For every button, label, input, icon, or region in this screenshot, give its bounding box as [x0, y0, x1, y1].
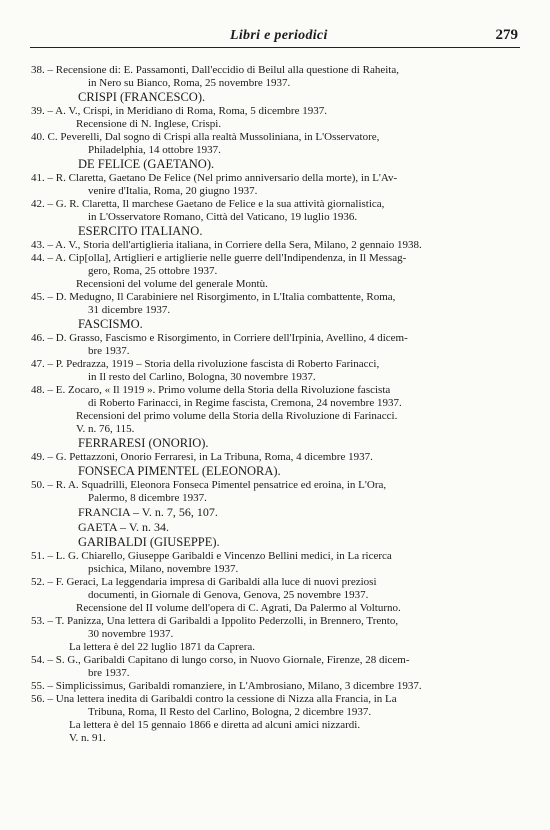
entry-51-line-2: psichica, Milano, novembre 1937.	[88, 563, 239, 575]
section-heading-esercito: ESERCITO ITALIANO.	[78, 224, 203, 238]
running-title: Libri e periodici	[230, 28, 328, 43]
entry-49-line-1: 49. – G. Pettazzoni, Onorio Ferraresi, in La Tribuna, Roma, 4 dicembre 1937.	[31, 451, 373, 463]
section-heading-de-felice: DE FELICE (GAETANO).	[78, 157, 215, 171]
page-header	[30, 26, 520, 50]
entry-42-line-2: in L'Osservatore Romano, Città del Vaticano, 19 luglio 1936.	[88, 211, 358, 223]
entry-56-line-1: 56. – Una lettera inedita di Garibaldi contro la cessione di Nizza alla Francia, in La	[31, 693, 397, 705]
entry-42-line-1: 42. – G. R. Claretta, Il marchese Gaetano de Felice e la sua attività giornalistica,	[31, 198, 385, 210]
entry-44-line-1: 44. – A. Cip[olla], Artiglieri e artiglierie nelle guerre dell'Indipendenza, in Il Messag-	[31, 252, 407, 264]
bibliography-list	[31, 64, 517, 745]
entry-45-line-1: 45. – D. Medugno, Il Carabiniere nel Risorgimento, in L'Italia combattente, Roma,	[31, 291, 396, 303]
section-heading-fascismo: FASCISMO.	[78, 317, 143, 331]
entry-50-line-2: Palermo, 8 dicembre 1937.	[88, 492, 207, 504]
entry-55-line-1: 55. – Simplicissimus, Garibaldi romanziere, in L'Ambrosiano, Milano, 3 dicembre 1937.	[31, 680, 422, 692]
entry-47-line-2: in Il resto del Carlino, Bologna, 30 novembre 1937.	[88, 371, 316, 383]
entry-44-line-2: gero, Roma, 25 ottobre 1937.	[88, 265, 218, 277]
entry-54-line-2: bre 1937.	[88, 667, 130, 679]
entry-41-line-2: venire d'Italia, Roma, 20 giugno 1937.	[88, 185, 258, 197]
entry-48-line-2: di Roberto Farinacci, in Regime fascista, Cremona, 24 novembre 1937.	[88, 397, 402, 409]
entry-38-line-2: in Nero su Bianco, Roma, 25 novembre 1937.	[88, 77, 291, 89]
entry-48-line-1: 48. – E. Zocaro, « Il 1919 ». Primo volume della Storia della Rivoluzione fascista	[31, 384, 391, 396]
section-heading-crispi: CRISPI (FRANCESCO).	[78, 90, 206, 104]
entry-39-line-1: 39. – A. V., Crispi, in Meridiano di Roma, Roma, 5 dicembre 1937.	[31, 105, 327, 117]
section-heading-fonseca-pimentel: FONSECA PIMENTEL (ELEONORA).	[78, 464, 281, 478]
entry-40-line-2: Philadelphia, 14 ottobre 1937.	[88, 144, 221, 156]
entry-52-line-2: documenti, in Giornale di Genova, Genova, 25 novembre 1937.	[88, 589, 369, 601]
entry-38-line-1: 38. – Recensione di: E. Passamonti, Dall'eccidio di Beilul alla questione di Raheita,	[31, 64, 399, 76]
section-heading-garibaldi: GARIBALDI (GIUSEPPE).	[78, 535, 220, 549]
entry-47-line-1: 47. – P. Pedrazza, 1919 – Storia della rivoluzione fascista di Roberto Farinacci,	[31, 358, 380, 370]
entry-54-line-1: 54. – S. G., Garibaldi Capitano di lungo corso, in Nuovo Giornale, Firenze, 28 dicem-	[31, 654, 410, 666]
entry-50-line-1: 50. – R. A. Squadrilli, Eleonora Fonseca Pimentel pensatrice ed eroina, in L'Ora,	[31, 479, 387, 491]
section-heading-ferraresi: FERRARESI (ONORIO).	[78, 436, 209, 450]
entry-41-line-1: 41. – R. Claretta, Gaetano De Felice (Nel primo anniversario della morte), in L'Av-	[31, 172, 398, 184]
entry-56-note: La lettera è del 15 gennaio 1866 e diretta ad alcuni amici nizzardi.	[69, 719, 361, 731]
entry-46-line-2: bre 1937.	[88, 345, 130, 357]
entry-43-line-1: 43. – A. V., Storia dell'artiglieria italiana, in Corriere della Sera, Milano, 2 gennaio 1938.	[31, 239, 422, 251]
entry-40-line-1: 40. C. Peverelli, Dal sogno di Crispi alla realtà Mussoliniana, in L'Osservatore,	[31, 131, 380, 143]
entry-56-line-2: Tribuna, Roma, Il Resto del Carlino, Bologna, 2 dicembre 1937.	[88, 706, 372, 718]
garibaldi-crossref: V. n. 91.	[69, 732, 106, 744]
header-rule	[30, 47, 520, 48]
entry-52-note: Recensione del II volume dell'opera di C. Agrati, Da Palermo al Volturno.	[76, 602, 401, 614]
entry-53-line-1: 53. – T. Panizza, Una lettera di Garibaldi a Ippolito Pederzolli, in Brennero, Trento,	[31, 615, 399, 627]
entry-53-note: La lettera è del 22 luglio 1871 da Caprera.	[69, 641, 256, 653]
entry-44-note: Recensioni del volume del generale Montù.	[76, 278, 268, 290]
entry-39-note: Recensione di N. Inglese, Crispi.	[76, 118, 222, 130]
section-heading-francia: FRANCIA – V. n. 7, 56, 107.	[78, 505, 218, 519]
entry-45-line-2: 31 dicembre 1937.	[88, 304, 171, 316]
page-number: 279	[495, 27, 518, 43]
entry-46-line-1: 46. – D. Grasso, Fascismo e Risorgimento, in Corriere dell'Irpinia, Avellino, 4 dicem-	[31, 332, 408, 344]
entry-51-line-1: 51. – L. G. Chiarello, Giuseppe Garibaldi e Vincenzo Bellini medici, in La ricerca	[31, 550, 392, 562]
section-heading-gaeta: GAETA – V. n. 34.	[78, 520, 169, 534]
entry-52-line-1: 52. – F. Geraci, La leggendaria impresa di Garibaldi alla luce di nuovi preziosi	[31, 576, 377, 588]
entry-53-line-2: 30 novembre 1937.	[88, 628, 174, 640]
entry-48-note: Recensioni del primo volume della Storia della Rivoluzione di Farinacci.	[76, 410, 398, 422]
fascismo-crossref: V. n. 76, 115.	[76, 423, 135, 435]
